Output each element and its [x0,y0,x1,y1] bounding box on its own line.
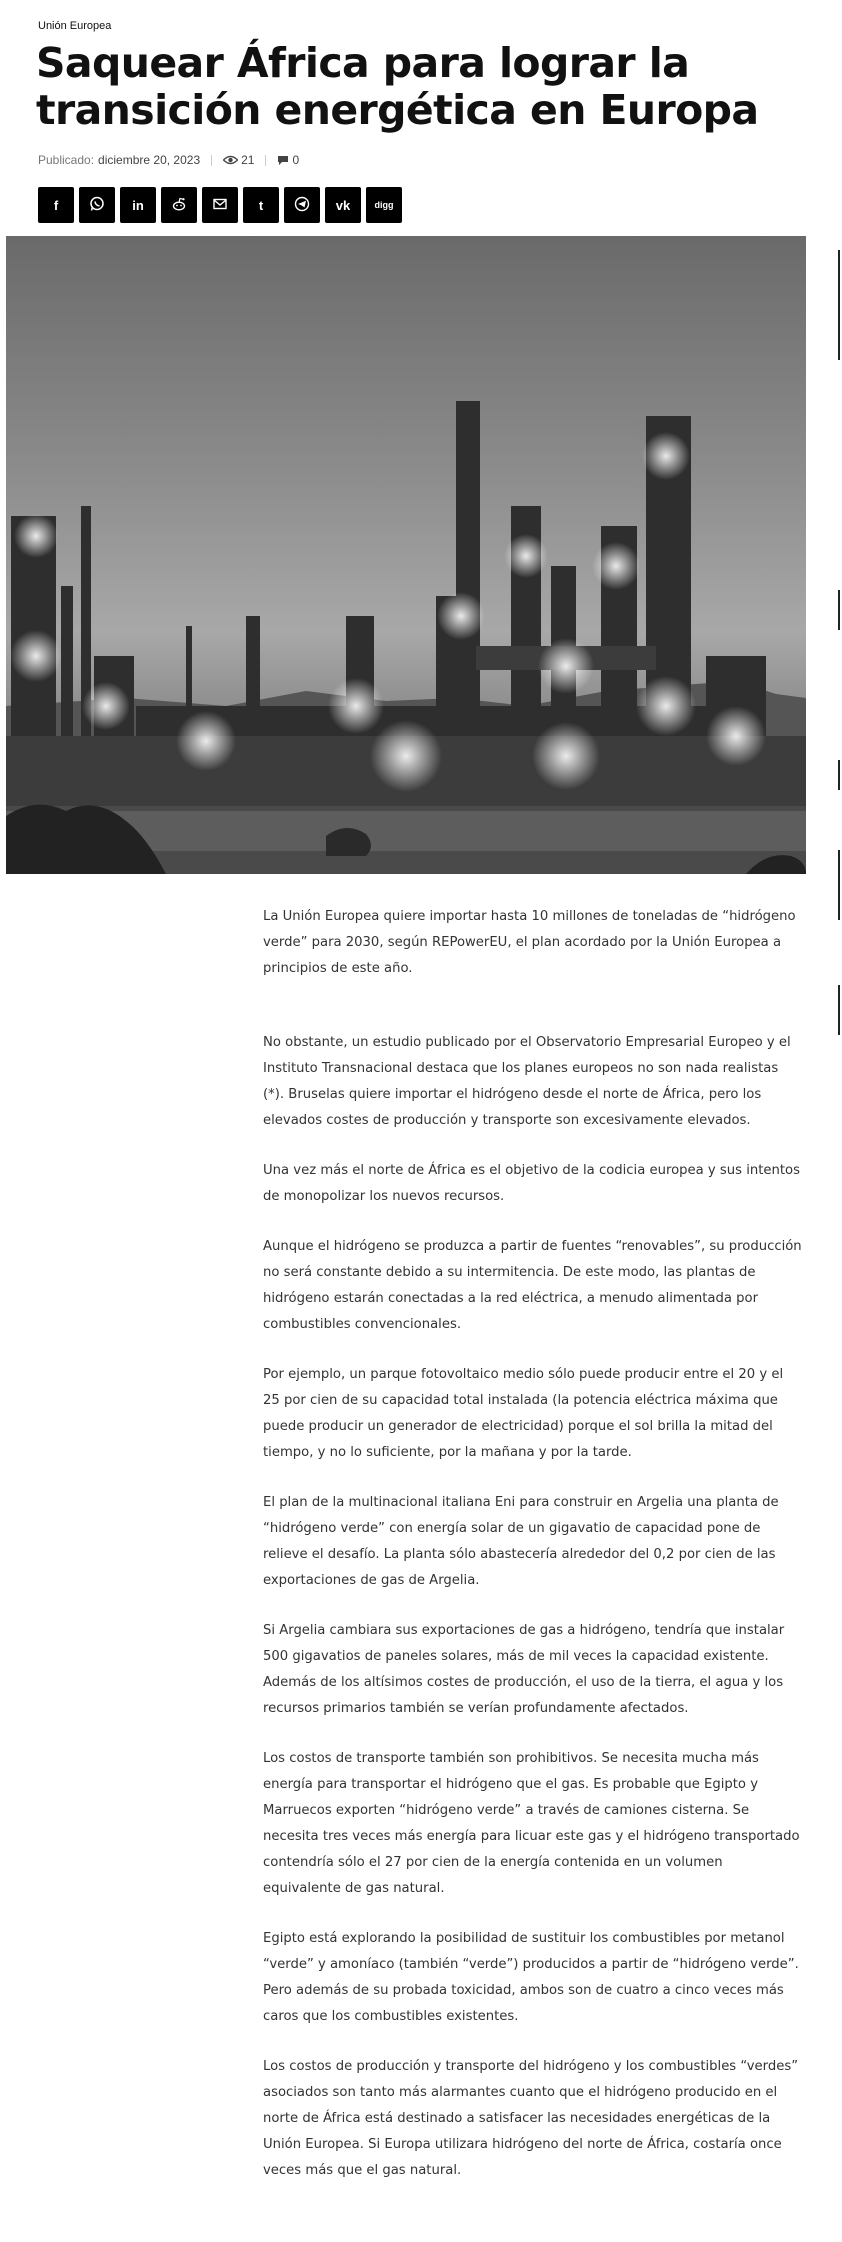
hero-image [6,236,806,874]
article-paragraph: Si Argelia cambiara sus exportaciones de gas a hidrógeno, tendría que instalar 500 gigavatios de paneles solares, más de mil veces la capacidad existente. Además de los altísimos costes de producción, el uso de la tierra, el agua y los recursos primarios también se verían profundamente afectados. [263,1623,785,1716]
whatsapp-share-button[interactable] [79,187,115,223]
digg-share-button[interactable] [366,187,402,223]
digg-icon: digg [374,200,394,210]
telegram-icon [294,196,310,215]
article-paragraph: Por ejemplo, un parque fotovoltaico medio sólo puede producir entre el 20 y el 25 por cien de su capacidad total instalada (la potencia eléctrica máxima que puede producir un generador de electricidad) porque el sol brilla la mitad del tiempo, y no lo suficiente, por la mañana y por la tarde. [263,1367,784,1460]
email-share-button[interactable] [202,187,238,223]
article-title: Saquear África para lograr la transición energética en Europa [36,39,759,134]
article-paragraph: La Unión Europea quiere importar hasta 10 millones de toneladas de “hidrógeno verde” para 2030, según REPowerEU, el plan acordado por la Unión Europea a principios de este año. [263,909,796,976]
whatsapp-icon [89,196,105,215]
vk-share-button[interactable] [325,187,361,223]
article-paragraph: No obstante, un estudio publicado por el Observatorio Empresarial Europeo y el Instituto Transnacional destaca que los planes europeos no son nada realistas (*). Bruselas quiere importar el hidrógeno desde el norte de África, pero los elevados costes de producción y transporte son excesivamente elevados. [263,1035,791,1128]
meta-divider [211,155,212,166]
reddit-icon [171,196,187,215]
sidebar-edge [838,850,840,920]
linkedin-share-button[interactable] [120,187,156,223]
sidebar-edge [838,985,840,1035]
sidebar-edge [838,250,840,360]
tumblr-share-button[interactable] [243,187,279,223]
facebook-icon: f [53,197,59,213]
meta-divider [265,155,266,166]
views-count: 21 [241,153,255,167]
article-paragraph: Los costos de producción y transporte del hidrógeno y los combustibles “verdes” asociados son tanto más alarmantes cuanto que el hidrógeno producido en el norte de África está destinado a satisfacer las necesidades energéticas de la Unión Europea. Si Europa utilizara hidrógeno del norte de África, costaría once veces más que el gas natural. [263,2059,799,2178]
facebook-share-button[interactable] [38,187,74,223]
sidebar-edge [838,760,840,790]
tumblr-icon: t [258,197,264,213]
comments-count[interactable]: 0 [292,153,300,167]
oil-refinery-photo-icon [6,236,806,874]
article-paragraph: Los costos de transporte también son prohibitivos. Se necesita mucha más energía para transportar el hidrógeno que el gas. Es probable que Egipto y Marruecos exporten “hidrógeno verde” a través de camiones cisterna. Se necesita tres veces más energía para licuar este gas y el hidrógeno transportado contendría sólo el 27 por cien de la energía contenida en un volumen equivalente de gas natural. [263,1751,800,1896]
article-paragraph: El plan de la multinacional italiana Eni para construir en Argelia una planta de “hidrógeno verde” con energía solar de un gigavatio de capacidad pone de relieve el desafío. La planta sólo abastecería alrededor del 0,2 por cien de las exportaciones de gas de Argelia. [263,1495,779,1588]
article-paragraph: Una vez más el norte de África es el objetivo de la codicia europea y sus intentos de monopolizar los nuevos recursos. [263,1163,800,1204]
sidebar-edge [838,590,840,630]
comment-icon[interactable] [277,155,289,166]
article-paragraph: Aunque el hidrógeno se produzca a partir de fuentes “renovables”, su producción no será constante debido a su intermitencia. De este modo, las plantas de hidrógeno estarán conectadas a la red eléctrica, a menudo alimentada por combustibles convencionales. [263,1239,802,1332]
published-label: Publicado: [38,153,95,167]
share-bar [38,187,402,223]
article-body [263,904,803,2208]
telegram-share-button[interactable] [284,187,320,223]
envelope-icon [212,196,228,215]
article-paragraph: Egipto está explorando la posibilidad de sustituir los combustibles por metanol “verde” y amoníaco (también “verde”) producidos a partir de “hidrógeno verde”. Pero además de su probada toxicidad, ambos son de cuatro a cinco veces más caros que los combustibles existentes. [263,1931,799,2024]
published-date: diciembre 20, 2023 [98,153,201,167]
vk-icon: vk [335,197,351,213]
reddit-share-button[interactable] [161,187,197,223]
category-link[interactable]: Unión Europea [38,20,112,32]
eye-icon [223,155,238,165]
linkedin-icon: in [132,197,144,213]
article-meta [38,153,299,167]
